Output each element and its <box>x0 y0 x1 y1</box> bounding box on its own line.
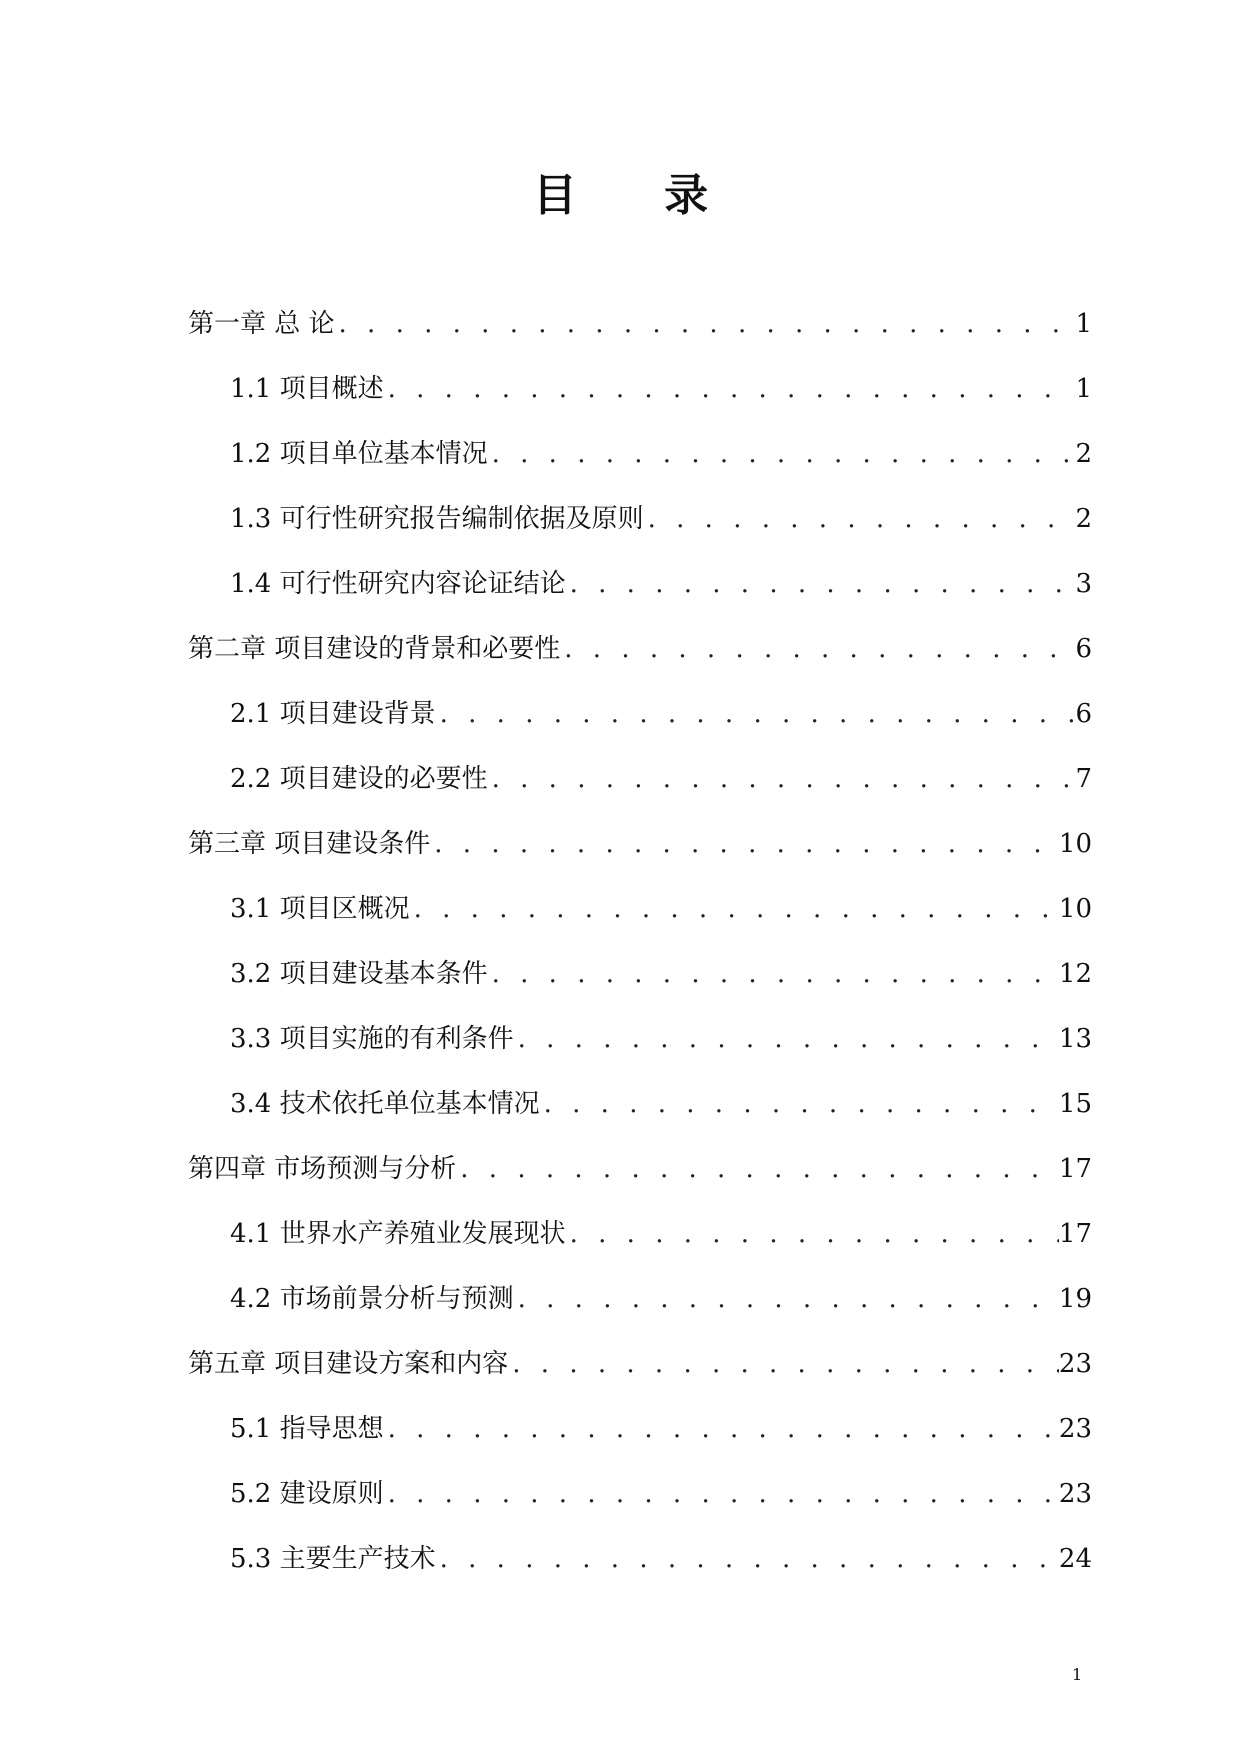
toc-entry-label: 第二章 项目建设的背景和必要性 <box>188 634 561 664</box>
toc-entry-section[interactable] <box>188 694 1092 759</box>
toc-entry-chapter[interactable] <box>188 1344 1092 1409</box>
toc-entry-page: 13 <box>1058 1024 1092 1054</box>
toc-entry-label: 第五章 项目建设方案和内容 <box>188 1349 509 1379</box>
toc-entry-label: 5.1 指导思想 <box>230 1414 384 1444</box>
toc-entry-section[interactable] <box>188 889 1092 954</box>
toc-leader-dots <box>335 304 1076 344</box>
toc-entry-label: 3.2 项目建设基本条件 <box>230 959 488 989</box>
toc-leader-dots <box>488 434 1076 474</box>
toc-entry-section[interactable] <box>188 1474 1092 1539</box>
page-title: 目 录 <box>532 170 745 221</box>
toc-entry-section[interactable] <box>188 369 1092 434</box>
toc-entry-chapter[interactable] <box>188 304 1092 369</box>
toc-entry-label: 5.2 建设原则 <box>230 1479 384 1509</box>
toc-entry-page: 7 <box>1075 764 1092 794</box>
toc-entry-page: 6 <box>1075 634 1092 664</box>
toc-entry-section[interactable] <box>188 1279 1092 1344</box>
toc-entry-chapter[interactable] <box>188 824 1092 889</box>
toc-entry-section[interactable] <box>188 564 1092 629</box>
toc-entry-label: 5.3 主要生产技术 <box>230 1544 436 1574</box>
toc-entry-section[interactable] <box>188 1409 1092 1474</box>
toc-leader-dots <box>384 1409 1059 1449</box>
toc-entry-section[interactable] <box>188 1214 1092 1279</box>
toc-leader-dots <box>384 1474 1059 1514</box>
toc-leader-dots <box>566 564 1076 604</box>
page-number: 1 <box>1072 1665 1083 1684</box>
toc-entry-label: 4.1 世界水产养殖业发展现状 <box>230 1219 566 1249</box>
toc-entry-label: 4.2 市场前景分析与预测 <box>230 1284 514 1314</box>
toc-entry-section[interactable] <box>188 954 1092 1019</box>
toc-entry-page: 2 <box>1075 439 1092 469</box>
toc-entry-page: 10 <box>1058 894 1092 924</box>
toc-entry-page: 24 <box>1058 1544 1092 1574</box>
toc-leader-dots <box>436 1539 1059 1579</box>
toc-entry-section[interactable] <box>188 759 1092 824</box>
toc-entry-page: 12 <box>1058 959 1092 989</box>
toc-entry-label: 1.1 项目概述 <box>230 374 384 404</box>
toc-leader-dots <box>488 954 1059 994</box>
toc-entry-page: 23 <box>1058 1414 1092 1444</box>
toc-entry-page: 17 <box>1058 1154 1092 1184</box>
toc-entry-page: 6 <box>1075 699 1092 729</box>
toc-leader-dots <box>410 889 1059 929</box>
toc-entry-page: 3 <box>1075 569 1092 599</box>
toc-entry-chapter[interactable] <box>188 629 1092 694</box>
toc-entry-section[interactable] <box>188 499 1092 564</box>
toc-entry-label: 3.4 技术依托单位基本情况 <box>230 1089 540 1119</box>
toc-entry-page: 23 <box>1058 1349 1092 1379</box>
toc-leader-dots <box>514 1019 1059 1059</box>
toc-entry-label: 2.2 项目建设的必要性 <box>230 764 488 794</box>
toc-leader-dots <box>566 1214 1059 1254</box>
toc-entry-label: 3.1 项目区概况 <box>230 894 410 924</box>
toc-entry-page: 2 <box>1075 504 1092 534</box>
toc-entry-page: 17 <box>1058 1219 1092 1249</box>
toc-entry-section[interactable] <box>188 1084 1092 1149</box>
toc-entry-section[interactable] <box>188 1019 1092 1084</box>
toc-entry-chapter[interactable] <box>188 1149 1092 1214</box>
toc-entry-label: 第三章 项目建设条件 <box>188 829 431 859</box>
toc-entry-page: 15 <box>1058 1089 1092 1119</box>
toc-entry-label: 1.3 可行性研究报告编制依据及原则 <box>230 504 644 534</box>
toc-leader-dots <box>430 824 1059 864</box>
toc-leader-dots <box>560 629 1075 669</box>
toc-entry-page: 19 <box>1058 1284 1092 1314</box>
toc-leader-dots <box>384 369 1076 409</box>
toc-entry-section[interactable] <box>188 434 1092 499</box>
toc-leader-dots <box>540 1084 1059 1124</box>
toc-entry-label: 第四章 市场预测与分析 <box>188 1154 457 1184</box>
toc-entry-label: 3.3 项目实施的有利条件 <box>230 1024 514 1054</box>
toc-leader-dots <box>644 499 1076 539</box>
toc-entry-page: 10 <box>1058 829 1092 859</box>
toc-entry-page: 1 <box>1075 309 1092 339</box>
toc-entry-label: 2.1 项目建设背景 <box>230 699 436 729</box>
toc-leader-dots <box>456 1149 1059 1189</box>
toc-entry-page: 23 <box>1058 1479 1092 1509</box>
table-of-contents <box>188 304 1092 1604</box>
toc-leader-dots <box>436 694 1076 734</box>
toc-entry-label: 1.4 可行性研究内容论证结论 <box>230 569 566 599</box>
toc-entry-label: 1.2 项目单位基本情况 <box>230 439 488 469</box>
toc-entry-page: 1 <box>1075 374 1092 404</box>
toc-leader-dots <box>488 759 1076 799</box>
toc-entry-section[interactable] <box>188 1539 1092 1604</box>
toc-leader-dots <box>514 1279 1059 1319</box>
toc-entry-label: 第一章 总 论 <box>188 309 335 339</box>
toc-leader-dots <box>508 1344 1059 1384</box>
